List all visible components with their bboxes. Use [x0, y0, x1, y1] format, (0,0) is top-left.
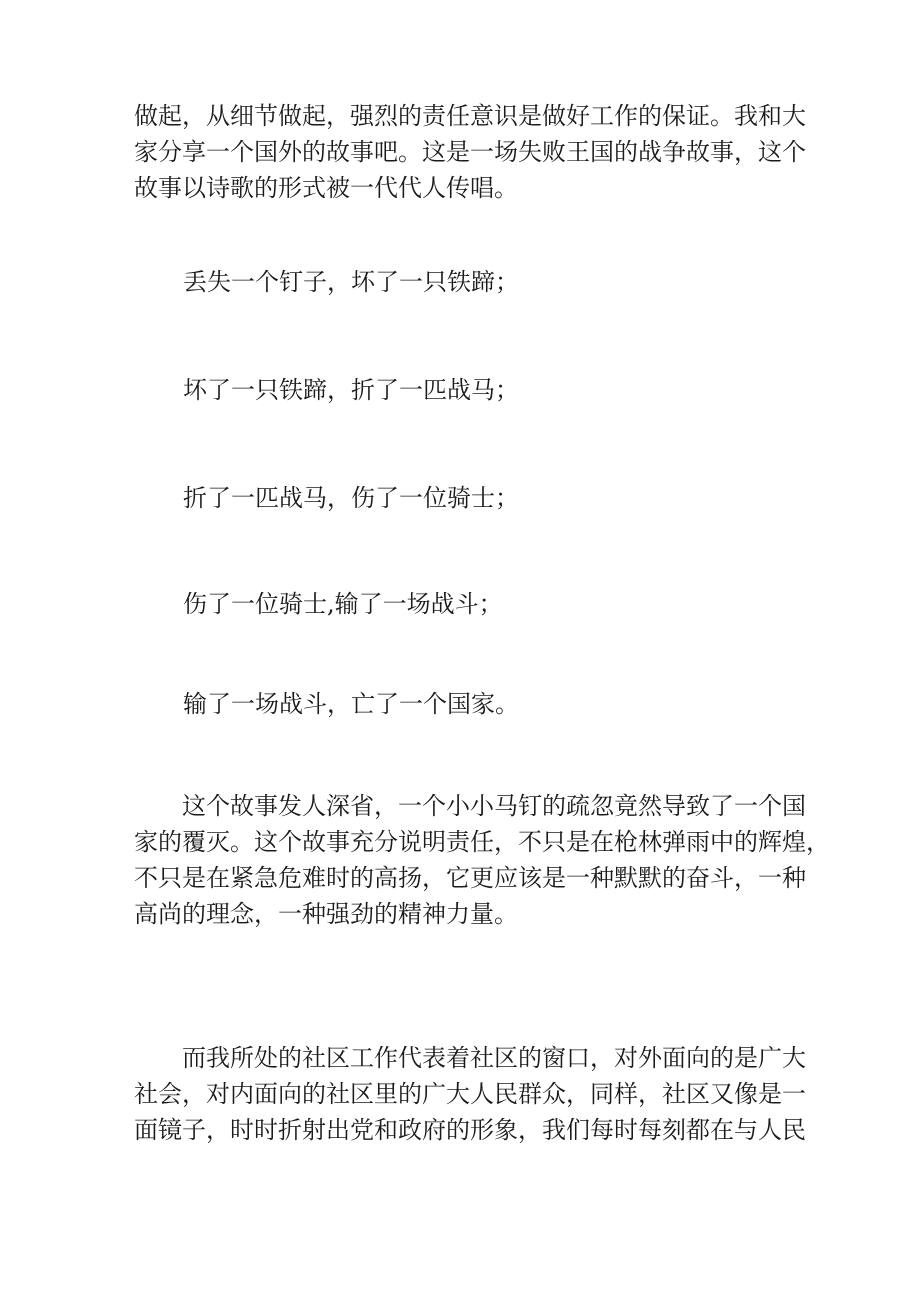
intro-line: 做起，从细节做起，强烈的责任意识是做好工作的保证。我和大 [134, 102, 806, 130]
reflection-line: 不只是在紧急危难时的高扬，它更应该是一种默默的奋斗，一种 [134, 864, 806, 892]
poem-line-1: 丢失一个钉子，坏了一只铁蹄； [183, 268, 519, 296]
intro-paragraph [134, 98, 806, 206]
intro-line: 家分享一个国外的故事吧。这是一场失败王国的战争故事，这个 [134, 138, 806, 166]
poem-line-2: 坏了一只铁蹄，折了一匹战马； [183, 376, 519, 404]
poem-line-5: 输了一场战斗，亡了一个国家。 [183, 690, 519, 718]
reflection-line: 家的覆灭。这个故事充分说明责任，不只是在枪林弹雨中的辉煌， [134, 828, 830, 856]
community-line: 面镜子，时时折射出党和政府的形象，我们每时每刻都在与人民 [134, 1116, 806, 1144]
community-line: 而我所处的社区工作代表着社区的窗口，对外面向的是广大 [182, 1044, 806, 1072]
reflection-paragraph [134, 788, 830, 932]
reflection-line: 这个故事发人深省，一个小小马钉的疏忽竟然导致了一个国 [182, 792, 806, 820]
intro-line: 故事以诗歌的形式被一代代人传唱。 [134, 174, 518, 202]
community-paragraph [134, 1040, 806, 1148]
reflection-line: 高尚的理念，一种强劲的精神力量。 [134, 900, 518, 928]
community-line: 社会，对内面向的社区里的广大人民群众，同样，社区又像是一 [134, 1080, 806, 1108]
poem-line-3: 折了一匹战马，伤了一位骑士； [183, 484, 519, 512]
poem-line-4: 伤了一位骑士,输了一场战斗； [183, 590, 503, 618]
